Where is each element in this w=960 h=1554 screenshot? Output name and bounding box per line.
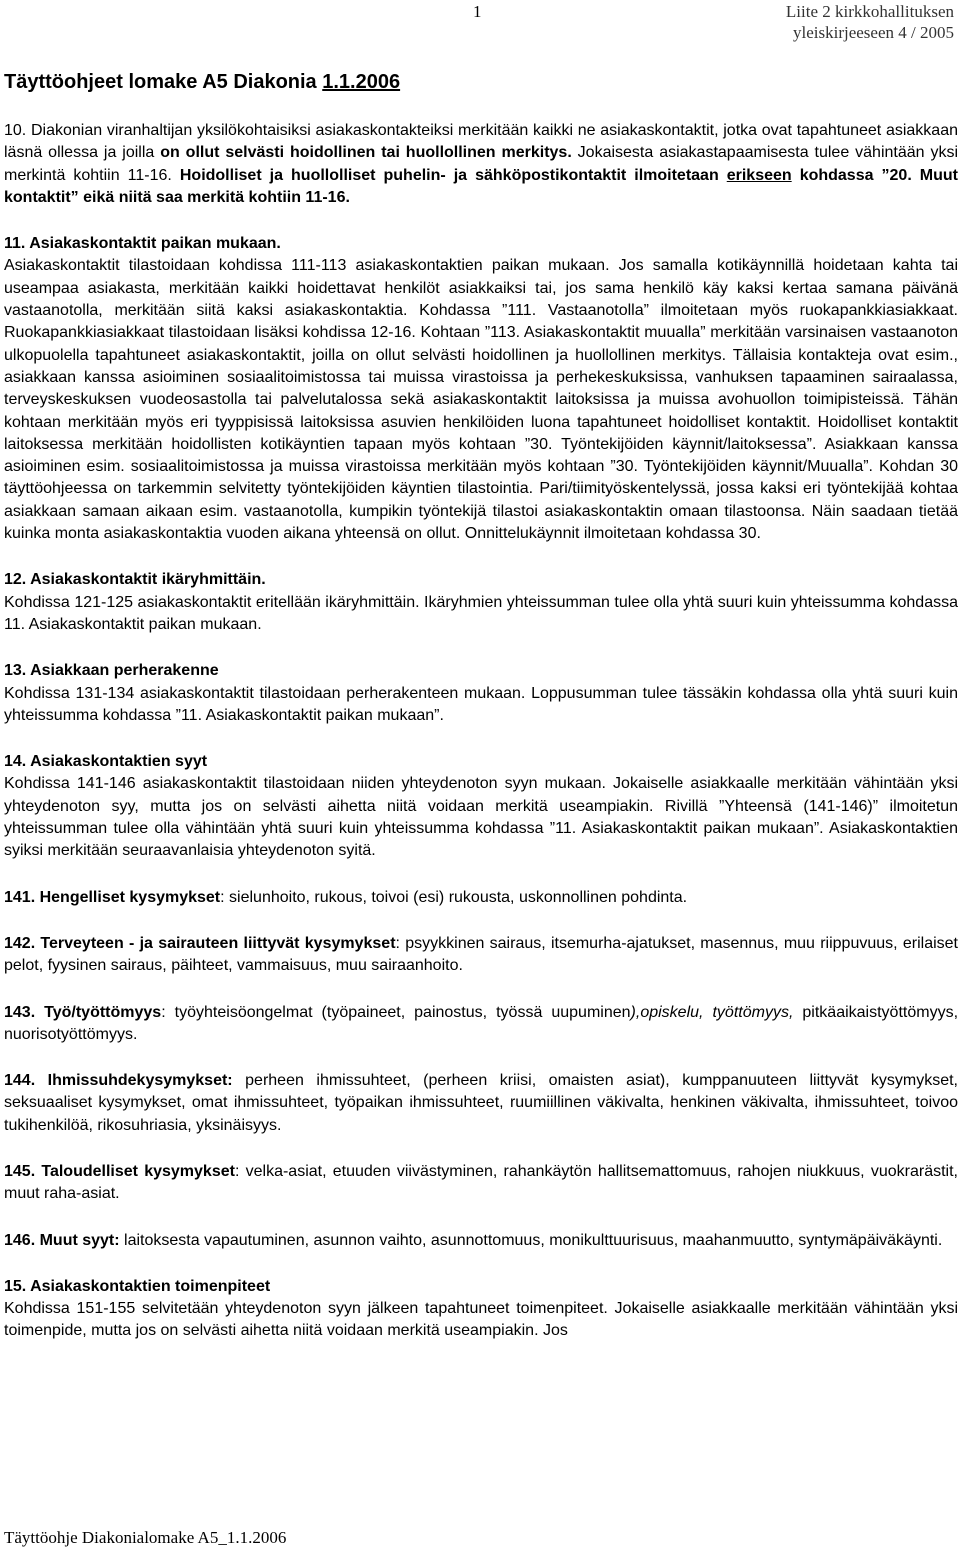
section-144-label: 144. Ihmissuhdekysymykset: <box>4 1072 233 1090</box>
header-attachment-note <box>786 1 954 43</box>
section-141 <box>4 887 958 909</box>
section-13-heading <box>4 660 958 682</box>
section-143-text-2: pitkäaikaistyöttömyys, nuorisotyöttömyys. <box>4 1003 959 1043</box>
document-body <box>4 120 958 1343</box>
section-14-heading-text: 14. Asiakaskontaktien syyt <box>4 753 208 771</box>
section-144 <box>4 1070 958 1137</box>
section-144-text: perheen ihmissuhteet, (perheen kriisi, omaisten asiat), kumppanuuteen liittyvät kysymykset, seksuaaliset kysymykset, omat ihmissuhteet, työpaikan ihmissuhteet, ruumiillinen väkivalta, henkinen väkivalta, ihmissuhteet, toivoo tukihenkilöä, rikosuhriasia, yksinäisyys. <box>4 1072 959 1134</box>
page-footer: Täyttöohje Diakonialomake A5_1.1.2006 <box>4 1528 287 1547</box>
section-12-heading-text: 12. Asiakaskontaktit ikäryhmittäin. <box>4 571 266 589</box>
section-14-text: Kohdissa 141-146 asiakaskontaktit tilastoidaan niiden yhteydenoton syyn mukaan. Jokaiselle asiakkaalle merkitään vähintään yksi yhteydenoton syy, mutta jos on selvästi aihetta niitä voidaan merkitä useampiakin. Rivillä ”Yhteensä (141-146)” ilmoitetun yhteissumman tulee olla vähintään yhtä suuri kuin yhteissumma kohdassa ”11. Asiakaskontaktit paikan mukaan”. Asiakaskontaktien syiksi merkitään seuraavanlaisia yhteydenoton syitä. <box>4 775 958 860</box>
section-143 <box>4 1002 958 1047</box>
section-141-text: : sielunhoito, rukous, toivoi (esi) rukousta, uskonnollinen pohdinta. <box>220 888 688 906</box>
section-12-heading <box>4 569 958 591</box>
section-145-text: : velka-asiat, etuuden viivästyminen, rahankäytön hallitsemattomuus, rahojen niukkuus, vuokrarästit, muut raha-asiat. <box>4 1162 958 1203</box>
section-10-bold-2: Hoidolliset ja huollolliset puhelin- ja sähköpostikontaktit ilmoitetaan <box>179 166 727 184</box>
section-142-text: : psyykkinen sairaus, itsemurha-ajatukset, masennus, muu riippuvuus, erilaiset pelot, fyysinen sairaus, päihteet, vammaisuus, muu sairaanhoito. <box>4 934 958 975</box>
section-14-heading <box>4 751 958 773</box>
section-15-heading <box>4 1276 958 1298</box>
section-142-label: 142. Terveyteen - ja sairauteen liittyvät kysymykset <box>4 934 396 952</box>
section-143-text: : työyhteisöongelmat (työpaineet, painostus, työssä uupuminen <box>161 1003 631 1021</box>
section-15-heading-text: 15. Asiakaskontaktien toimenpiteet <box>4 1277 271 1295</box>
section-11-text: Asiakaskontaktit tilastoidaan kohdissa 111-113 asiakaskontaktien paikan mukaan. Jos samalla kotikäynnillä hoidetaan kahta tai useampaa asiakasta, merkitään kaikki hoidettavat henkilöt asiakkaiksi tai, jos sama henkilö käy kaksi kertaa samana päivänä vastaanotolla, merkitään siitä kaksi asiakaskontaktia. Kohdassa ”111. Vastaanotolla” ilmoitetaan myös ruokapankkiasiakkaat. Ruokapankkiasiakkaat tilastoidaan lisäksi kohdissa 12-16. Kohtaan ”113. Asiakaskontaktit muualla” merkitään varsinaisen vastaanoton ulkopuolella tapahtuneet asiakaskontaktit, joilla on ollut selvästi hoidollinen ja huollollinen merkitys. Tällaisia kontakteja ovat esim., asiakkaan kanssa asioiminen sosiaalitoimistossa tai muissa virastoissa ja perhekeskuksissa, vanhuksen tapaaminen sairaalassa, terveyskeskuksen vuodeosastolla tai palvelutalossa sekä asiakaskontaktit laitoksissa ja muissa avohuollon toimipisteissä. Tähän kohtaan merkitään myös eri tyyppisissä laitoksissa asuvien henkilöiden luona tapahtuneet hoidolliset kontaktit. Hoidolliset kontaktit laitoksessa merkitään hoidollisten kotikäyntien tapaan myös kohtaan ”30. Työntekijöiden käynnit/laitoksessa”. Asiakkaan kanssa asioiminen esim. sosiaalitoimistossa ja muissa virastoissa merkitään myös kohtaan ”30. Työntekijöiden käynnit/Muualla”. Kohdan 30 täyttöohjeessa on tarkemmin selvitetty työntekijöiden käyntien tilastointia. Pari/tiimityöskentelyssä, jossa kaksi eri työntekijää kohtaa asiakkaan samaan aikaan esim. vastaanotolla, kumpikin työntekijä tilastoi asiakaskontaktin omaan tilastoonsa. Näin saadaan tietää kuinka monta asiakaskontaktia vuoden aikana yhteensä on ollut. Onnittelukäynnit ilmoitetaan kohdassa 30. <box>4 257 958 543</box>
header-line-2: yleiskirjeeseen 4 / 2005 <box>793 23 954 42</box>
title-text: Täyttöohjeet lomake A5 Diakonia <box>4 71 323 93</box>
section-10-bold-1: on ollut selvästi hoidollinen tai huollollinen merkitys. <box>160 144 572 162</box>
section-12-text: Kohdissa 121-125 asiakaskontaktit eritellään ikäryhmittäin. Ikäryhmien yhteissumman tulee olla yhtä suuri kuin yhteissumma kohdassa 11. Asiakaskontaktit paikan mukaan. <box>4 593 958 633</box>
section-142 <box>4 933 958 978</box>
header-line-1: Liite 2 kirkkohallituksen <box>785 2 954 21</box>
section-10-number: 10. <box>4 122 31 139</box>
section-141-label: 141. Hengelliset kysymykset <box>4 888 221 906</box>
section-145 <box>4 1161 958 1206</box>
section-13-text: Kohdissa 131-134 asiakaskontaktit tilastoidaan perherakenteen mukaan. Loppusumman tulee tässäkin kohdassa olla yhtä suuri kuin yhteissumma kohdassa ”11. Asiakaskontaktit paikan mukaan”. <box>4 684 958 724</box>
section-11-heading-text: 11. Asiakaskontaktit paikan mukaan. <box>4 235 281 253</box>
section-13-heading-text: 13. Asiakkaan perherakenne <box>4 662 219 680</box>
section-10-text-1: Diakonian viranhaltijan yksilökohtaisiksi asiakaskontakteiksi merkitään kaikki ne asiakaskontaktit, jotka ovat tapahtuneet asiakkaan läsnä ollessa ja joilla <box>4 122 959 162</box>
section-10 <box>4 120 958 209</box>
section-143-italic: ),opiskelu, työttömyys, <box>630 1003 794 1021</box>
document-title <box>4 69 400 95</box>
section-10-bold-underlined: erikseen <box>726 166 792 184</box>
section-146-text: laitoksesta vapautuminen, asunnon vaihto, asunnottomuus, monikulttuurisuus, maahanmuutto, syntymäpäiväkäynti. <box>119 1231 943 1249</box>
title-date: 1.1.2006 <box>322 71 401 93</box>
section-145-label: 145. Taloudelliset kysymykset <box>4 1162 235 1180</box>
section-143-label: 143. Työ/työttömyys <box>4 1003 162 1021</box>
section-146-label: 146. Muut syyt: <box>4 1231 120 1249</box>
page-number: 1 <box>473 2 482 21</box>
section-15-text: Kohdissa 151-155 selvitetään yhteydenoton syyn jälkeen tapahtuneet toimenpiteet. Jokaiselle asiakkaalle merkitään vähintään yksi toimenpide, mutta jos on selvästi aihetta niitä voidaan merkitä useampiakin. Jos <box>4 1300 958 1340</box>
section-10-text-2: Jokaisesta asiakastapaamisesta tulee vähintään yksi merkintä kohtiin 11-16. <box>4 144 959 184</box>
section-146 <box>4 1230 958 1252</box>
section-11-heading <box>4 233 958 255</box>
section-10-bold-3: kohdassa ”20. Muut kontaktit” eikä niitä saa merkitä kohtiin 11-16. <box>4 166 958 206</box>
